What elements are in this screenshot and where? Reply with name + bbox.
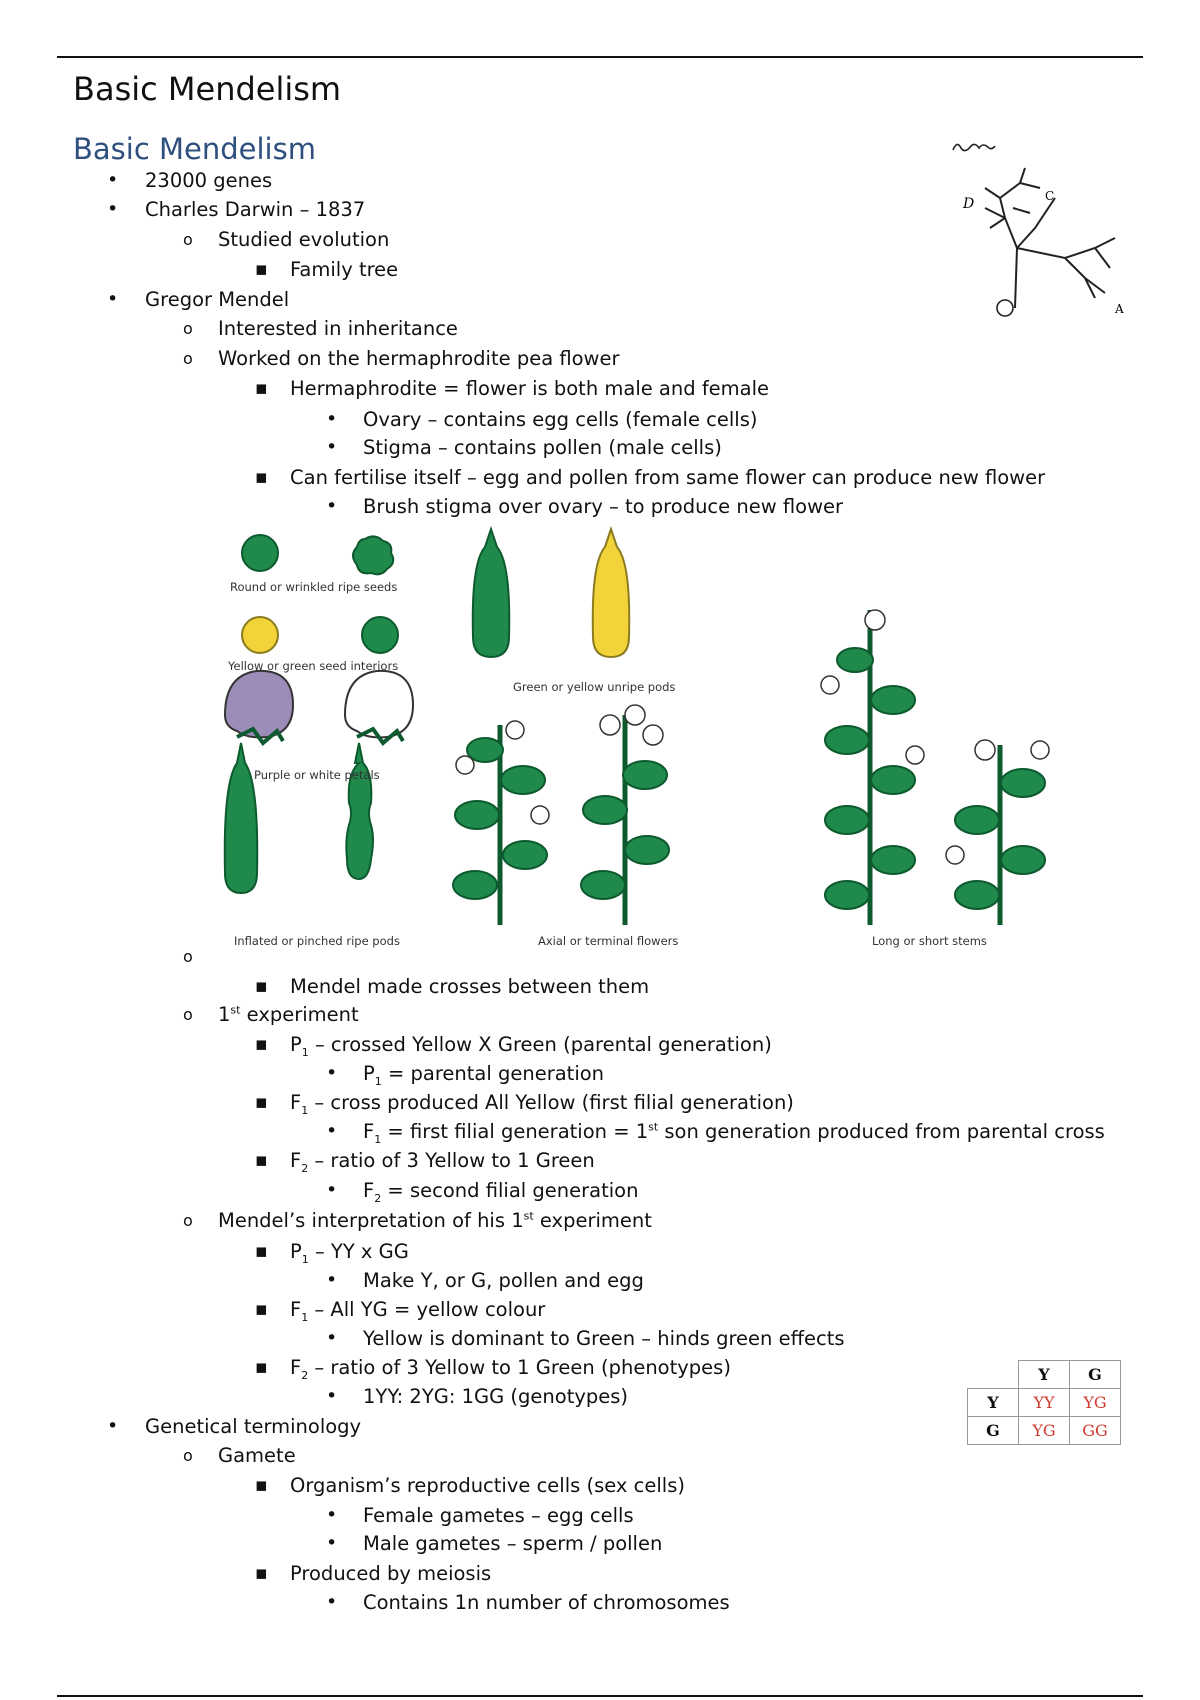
- svg-text:A: A: [1115, 302, 1124, 316]
- punnett-cell: YG: [1070, 1389, 1121, 1417]
- bullet: [255, 1091, 268, 1113]
- top-rule: [57, 56, 1143, 58]
- punnett-square: [967, 1360, 1121, 1445]
- list-item: Contains 1n number of chromosomes: [363, 1591, 730, 1614]
- bullet: [183, 317, 193, 339]
- bullet: [183, 1209, 193, 1231]
- list-item: $F_2$ = second filial generation: [363, 1179, 639, 1205]
- punnett-cell: YG: [1019, 1417, 1070, 1445]
- bullet: [326, 1591, 337, 1613]
- list-item: Studied evolution: [218, 228, 390, 251]
- inflated-pod-icon: [225, 743, 258, 893]
- section-heading: Basic Mendelism: [73, 132, 316, 166]
- bullet: [255, 1033, 268, 1055]
- bullet: [255, 975, 268, 997]
- pinched-pod-icon: [346, 743, 373, 879]
- green-seed-icon: [362, 617, 398, 653]
- bullet: [326, 1062, 337, 1084]
- list-item: Gregor Mendel: [145, 288, 290, 311]
- bullet: [326, 1179, 337, 1201]
- bullet: [255, 1298, 268, 1320]
- svg-text:D: D: [963, 196, 975, 212]
- purple-flower-icon: [225, 671, 293, 738]
- bullet: [326, 1504, 337, 1526]
- darwin-tree-sketch: [945, 128, 1135, 328]
- bullet: [183, 1444, 193, 1466]
- list-item: $F_2$ – ratio of 3 Yellow to 1 Green: [290, 1149, 595, 1175]
- bullet: [183, 347, 193, 369]
- punnett-cell: YY: [1019, 1389, 1070, 1417]
- punnett-cell: GG: [1070, 1417, 1121, 1445]
- figure-label-ripe-pods: Inflated or pinched ripe pods: [234, 934, 400, 948]
- list-item: Make Y, or G, pollen and egg: [363, 1269, 644, 1292]
- list-item: Interested in inheritance: [218, 317, 458, 340]
- list-item: Can fertilise itself – egg and pollen from same flower can produce new flower: [290, 466, 1046, 489]
- punnett-col-header: Y: [1019, 1361, 1070, 1389]
- list-item: Mendel’s interpretation of his 1st experiment: [218, 1209, 652, 1232]
- list-item: $F_1$ = first filial generation = 1st son generation produced from parental cross: [363, 1120, 1105, 1146]
- bullet: [255, 466, 268, 488]
- list-item: $P_1$ = parental generation: [363, 1062, 605, 1088]
- punnett-col-header: G: [1070, 1361, 1121, 1389]
- punnett-row-header: Y: [968, 1389, 1019, 1417]
- yellow-seed-icon: [242, 617, 278, 653]
- bullet: [326, 436, 337, 458]
- list-item: 1YY: 2YG: 1GG (genotypes): [363, 1385, 629, 1408]
- bullet: [255, 377, 268, 399]
- list-item: Mendel made crosses between them: [290, 975, 650, 998]
- figure-label-unripe-pods: Green or yellow unripe pods: [513, 680, 676, 694]
- punnett-row-header: G: [968, 1417, 1019, 1445]
- list-item: Worked on the hermaphrodite pea flower: [218, 347, 620, 370]
- round-seed-icon: [242, 535, 278, 571]
- bottom-rule: [57, 1695, 1143, 1697]
- bullet: [255, 1240, 268, 1262]
- list-item: Female gametes – egg cells: [363, 1504, 634, 1527]
- list-item: Produced by meiosis: [290, 1562, 492, 1585]
- list-item: $P_1$ – YY x GG: [290, 1240, 409, 1266]
- bullet: [326, 1120, 337, 1142]
- bullet: [255, 258, 268, 280]
- list-item: Charles Darwin – 1837: [145, 198, 366, 221]
- document-title: Basic Mendelism: [73, 70, 342, 108]
- list-item: Ovary – contains egg cells (female cells): [363, 408, 758, 431]
- list-item: Brush stigma over ovary – to produce new flower: [363, 495, 844, 518]
- list-item: Family tree: [290, 258, 399, 281]
- bullet: [255, 1474, 268, 1496]
- bullet: [326, 1269, 337, 1291]
- list-item: Stigma – contains pollen (male cells): [363, 436, 722, 459]
- long-stem-plant-icon: [821, 610, 924, 925]
- figure-label-flowers: Axial or terminal flowers: [538, 934, 679, 948]
- bullet: [183, 945, 193, 967]
- bullet: [183, 228, 193, 250]
- punnett-corner: [968, 1361, 1019, 1389]
- bullet: [107, 1415, 118, 1437]
- list-item: $F_1$ – cross produced All Yellow (first filial generation): [290, 1091, 794, 1117]
- bullet: [326, 408, 337, 430]
- list-item: 1st experiment: [218, 1003, 359, 1026]
- bullet: [107, 288, 118, 310]
- yellow-unripe-pod-icon: [593, 529, 630, 657]
- bullet: [107, 198, 118, 220]
- bullet: [183, 1003, 193, 1025]
- list-item: Yellow is dominant to Green – hinds green effects: [363, 1327, 845, 1350]
- list-item: $F_2$ – ratio of 3 Yellow to 1 Green (phenotypes): [290, 1356, 731, 1382]
- green-unripe-pod-icon: [473, 529, 510, 657]
- list-item: Male gametes – sperm / pollen: [363, 1532, 663, 1555]
- bullet: [255, 1562, 268, 1584]
- bullet: [326, 1385, 337, 1407]
- figure-label-stems: Long or short stems: [872, 934, 987, 948]
- figure-label-petals: Purple or white petals: [254, 768, 380, 782]
- white-flower-icon: [345, 671, 413, 738]
- list-item: Organism’s reproductive cells (sex cells): [290, 1474, 685, 1497]
- bullet: [255, 1356, 268, 1378]
- short-stem-plant-icon: [946, 740, 1049, 925]
- terminal-flower-plant-icon: [581, 705, 669, 925]
- bullet: [107, 169, 118, 191]
- axial-flower-plant-icon: [453, 721, 549, 925]
- list-item: $F_1$ – All YG = yellow colour: [290, 1298, 546, 1324]
- svg-text:C: C: [1045, 189, 1055, 203]
- list-item: Genetical terminology: [145, 1415, 362, 1438]
- list-item: $P_1$ – crossed Yellow X Green (parental generation): [290, 1033, 772, 1059]
- wrinkled-seed-icon: [353, 536, 393, 574]
- bullet: [326, 1327, 337, 1349]
- bullet: [326, 495, 337, 517]
- figure-label-seeds: Round or wrinkled ripe seeds: [230, 580, 398, 594]
- bullet: [326, 1532, 337, 1554]
- bullet: [255, 1149, 268, 1171]
- figure-label-interiors: Yellow or green seed interiors: [228, 659, 399, 673]
- list-item: 23000 genes: [145, 169, 273, 192]
- list-item: Gamete: [218, 1444, 296, 1467]
- list-item: Hermaphrodite = flower is both male and female: [290, 377, 770, 400]
